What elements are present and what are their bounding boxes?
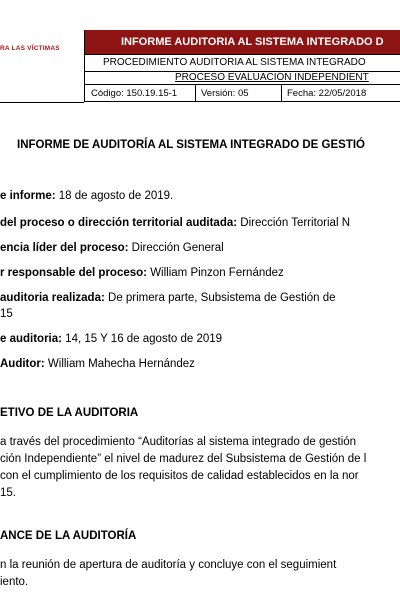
paragraph-line: a través del procedimiento “Auditorías al sistema integrado de gestión [0, 436, 357, 448]
paragraph-line: con el cumplimiento de los requisitos de calidad establecidos en la nor [0, 470, 359, 482]
field-label: Auditor: [0, 358, 45, 370]
scope-paragraph [0, 557, 400, 591]
metadata-row [85, 85, 400, 102]
field-value: Dirección General [128, 242, 224, 254]
field-label: auditoria realizada: [0, 292, 105, 304]
logo-cell [0, 30, 84, 103]
field-label: e informe: [0, 190, 56, 202]
process-owner-line [0, 267, 284, 279]
field-value: William Mahecha Hernández [44, 358, 195, 370]
audit-type-line [0, 292, 336, 304]
auditor-line [0, 358, 195, 370]
procedure-name: PROCEDIMIENTO AUDITORIA AL SISTEMA INTEGRADO [103, 57, 366, 68]
entity-logo-text: RA LAS VÍCTIMAS [0, 45, 60, 52]
metadata-separator [195, 85, 196, 101]
paragraph-line: iento. [0, 576, 29, 588]
document-date: Fecha: 22/05/2018 [287, 88, 367, 99]
field-value: Dirección Territorial N [237, 217, 350, 229]
document-code: Código: 150.19.15-1 [91, 88, 178, 99]
process-name: PROCESO EVALUACIÓN INDEPENDIENT [175, 72, 369, 83]
field-value: 18 de agosto de 2019. [55, 190, 174, 202]
field-label: e auditoria: [0, 333, 62, 345]
field-value: De primera parte, Subsistema de Gestión de [104, 292, 336, 304]
metadata-separator [281, 85, 282, 101]
paragraph-line: ción Independiente” el nivel de madurez del Subsistema de Gestión de l [0, 453, 367, 465]
audited-process-line [0, 217, 350, 229]
header-title-band [85, 30, 400, 54]
paragraph-line: 15. [0, 487, 16, 499]
field-value: 15 [0, 308, 13, 320]
process-row [85, 71, 400, 85]
audit-dates-line [0, 333, 222, 345]
field-label: encia líder del proceso: [0, 242, 129, 254]
objective-paragraph [0, 434, 400, 502]
procedure-row [85, 54, 400, 72]
document-title: INFORME DE AUDITORÍA AL SISTEMA INTEGRADO DE GESTIÓ [17, 139, 365, 151]
field-label: del proceso o dirección territorial auditada: [0, 217, 238, 229]
header-title: INFORME AUDITORIA AL SISTEMA INTEGRADO D [121, 36, 384, 48]
field-label: r responsable del proceso: [0, 267, 147, 279]
field-value: 14, 15 Y 16 de agosto de 2019 [61, 333, 223, 345]
audit-type-line-cont [0, 308, 13, 320]
section-heading-objective: ETIVO DE LA AUDITORIA [0, 407, 139, 419]
document-header [0, 30, 400, 102]
section-heading-scope: ANCE DE LA AUDITORÍA [0, 530, 137, 542]
document-version: Versión: 05 [201, 88, 249, 99]
paragraph-line: n la reunión de apertura de auditoría y concluye con el seguimient [0, 559, 337, 571]
field-value: William Pinzon Fernández [147, 267, 284, 279]
report-date-line [0, 190, 173, 202]
lead-office-line [0, 242, 224, 254]
